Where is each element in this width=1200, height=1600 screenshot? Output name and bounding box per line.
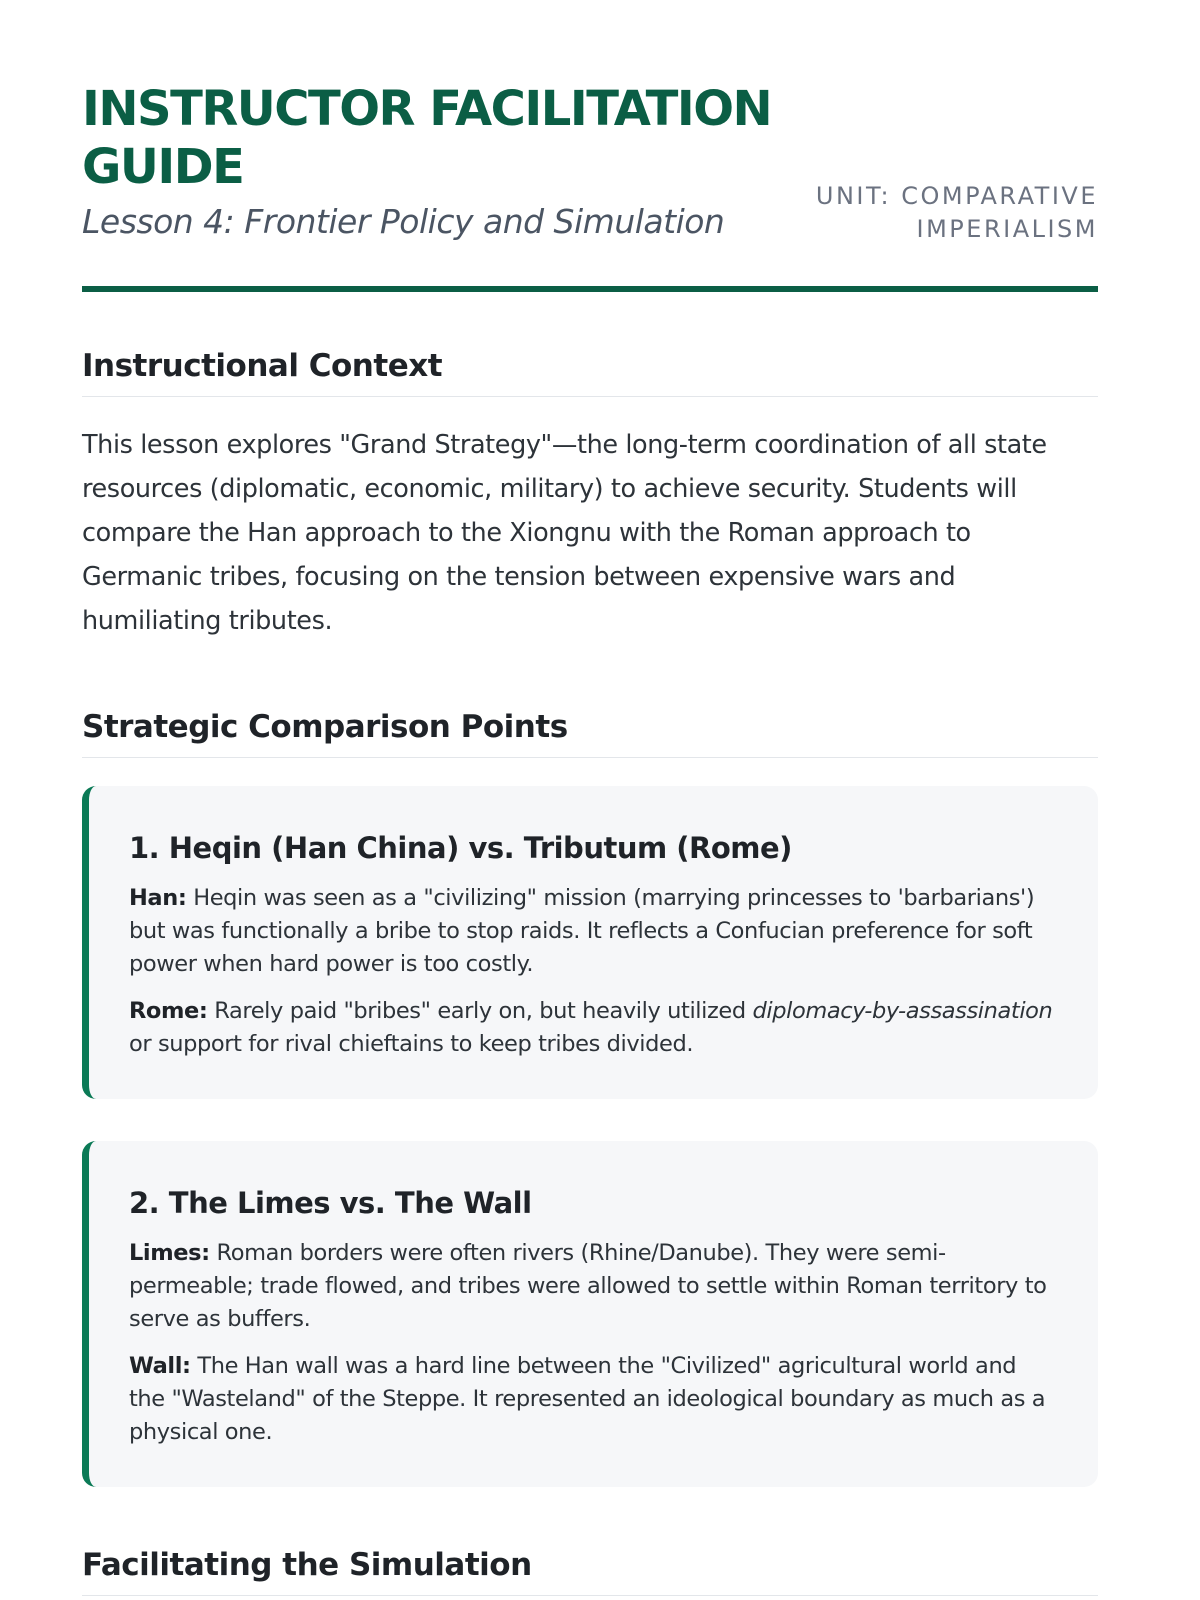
- card-paragraph-limes: [129, 1237, 1054, 1336]
- instructional-context-section: [82, 346, 1098, 643]
- paragraph-text: The Han wall was a hard line between the "Civilized" agricultural world and the "Wasteland" of the Steppe. It represented an ideological boundary as much as a physical one.: [129, 1353, 1046, 1445]
- section-heading-strategic-comparison: Strategic Comparison Points: [82, 707, 1098, 758]
- section-heading-instructional-context: Instructional Context: [82, 346, 1098, 397]
- card-title: 2. The Limes vs. The Wall: [129, 1186, 532, 1220]
- paragraph-lead: Rome:: [129, 998, 208, 1024]
- document-title: INSTRUCTOR FACILITATION GUIDE: [82, 81, 772, 195]
- card-paragraph-han: [129, 882, 1054, 981]
- paragraph-text: or support for rival chieftains to keep tribes divided.: [129, 1031, 694, 1057]
- paragraph-text: Rarely paid "bribes" early on, but heavily utilized: [207, 998, 753, 1024]
- paragraph-emphasis: diplomacy-by-assassination: [752, 998, 1053, 1024]
- document-header: [82, 80, 1098, 292]
- unit-label: UNIT: COMPARATIVE IMPERIALISM: [815, 182, 1098, 243]
- paragraph-lead: Wall:: [129, 1353, 191, 1379]
- strategic-comparison-section: [82, 707, 1098, 1487]
- document-subtitle: Lesson 4: Frontier Policy and Simulation: [82, 202, 725, 241]
- paragraph-lead: Limes:: [129, 1240, 210, 1266]
- paragraph-text: Heqin was seen as a "civilizing" mission (marrying princesses to 'barbarians') but was functionally a bribe to stop raids. It reflects a Confucian preference for soft power when hard power is too costly.: [129, 885, 1035, 977]
- card-paragraph-rome: [129, 995, 1054, 1061]
- comparison-card-heqin-tributum: [82, 786, 1098, 1099]
- section-heading-simulation: Facilitating the Simulation: [82, 1545, 1098, 1596]
- paragraph-lead: Han:: [129, 885, 187, 911]
- paragraph-text: Roman borders were often rivers (Rhine/Danube). They were semi-permeable; trade flowed, and tribes were allowed to settle within Roman territory to serve as buffers.: [129, 1240, 1047, 1332]
- simulation-section: [82, 1545, 1098, 1596]
- card-title: 1. Heqin (Han China) vs. Tributum (Rome): [129, 831, 792, 865]
- comparison-card-limes-wall: [82, 1141, 1098, 1487]
- card-paragraph-wall: [129, 1350, 1054, 1449]
- instructional-context-text: This lesson explores "Grand Strategy"—the long-term coordination of all state resources (diplomatic, economic, military) to achieve security. Students will compare the Han approach to the Xiongnu with the Roman approach to Germanic tribes, focusing on the tension between expensive wars and humiliating tributes.: [82, 430, 1047, 636]
